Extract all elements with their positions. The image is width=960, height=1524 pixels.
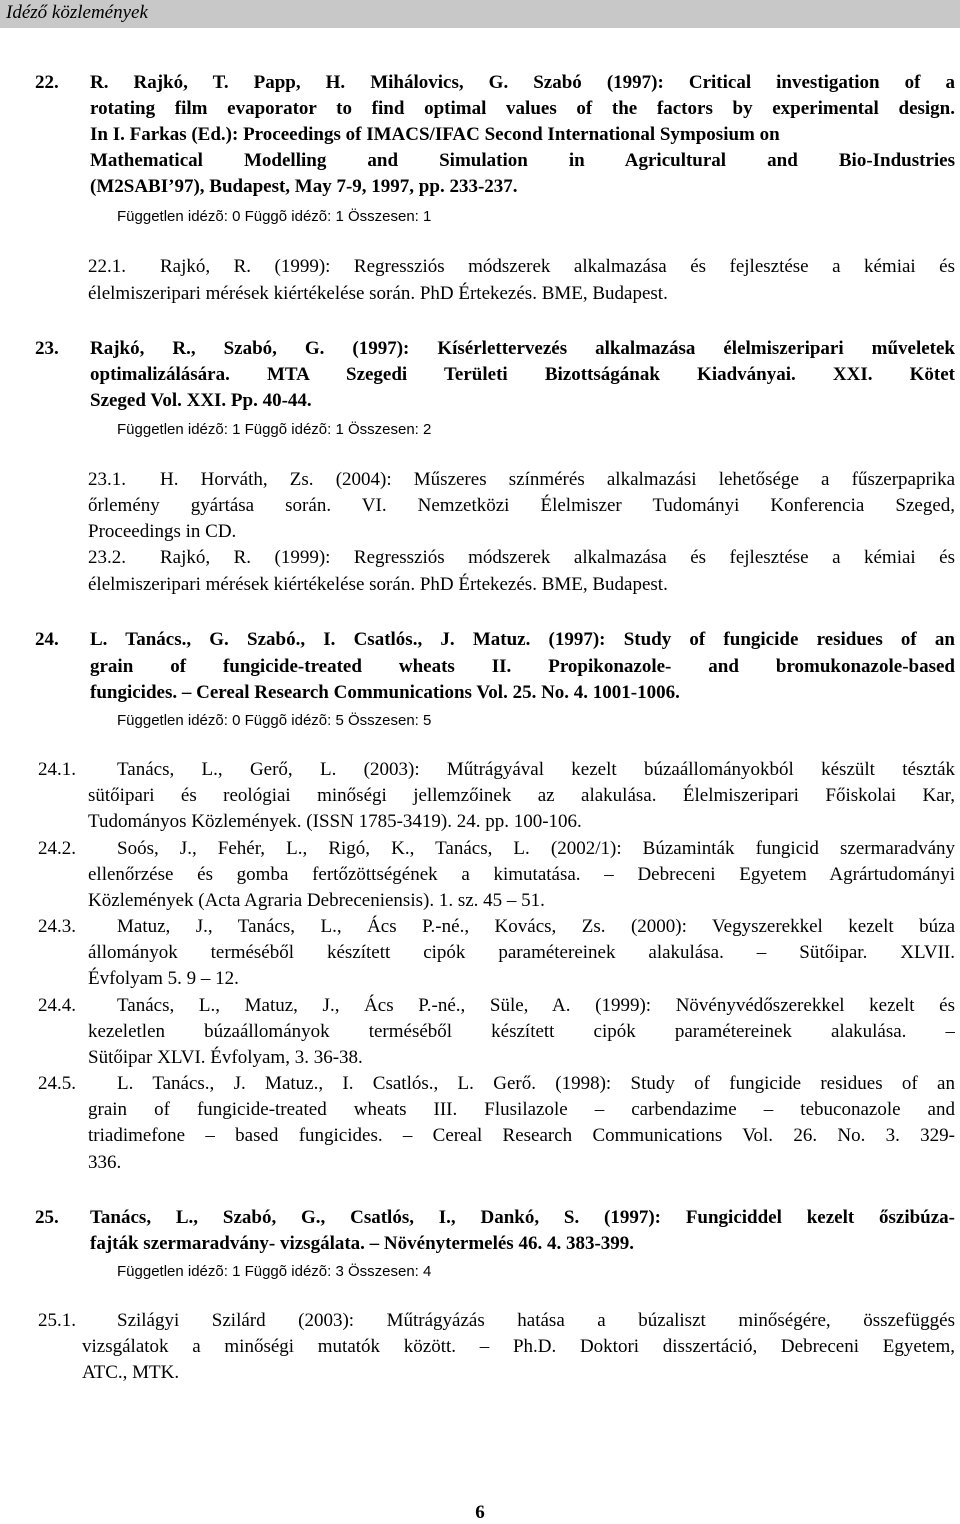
- page-header: [0, 0, 960, 28]
- ref-line: Közlemények (Acta Agraria Debreceniensis). 1. sz. 45 – 51.: [88, 890, 545, 911]
- ref-line: grain of fungicide-treated wheats III. Flusilazole – carbendazime – tebuconazole and: [88, 1099, 955, 1120]
- entry-line-part: ): Proceedings of IMACS/IFAC Second International Symposium on: [225, 124, 780, 145]
- ref-line: H. Horváth, Zs. (2004): Műszeres színmérés alkalmazási lehetősége a fűszerpaprika: [160, 469, 955, 490]
- entry-line: fungicides. – Cereal Research Communications Vol. 25. No. 4. 1001-1006.: [90, 682, 680, 703]
- entry-line: [90, 122, 955, 148]
- ref-line: 336.: [88, 1152, 122, 1173]
- ref-line: triadimefone – based fungicides. – Cereal Research Communications Vol. 26. No. 3. 329-: [88, 1125, 955, 1146]
- entry-line: Mathematical Modelling and Simulation in Agricultural and Bio-Industries: [90, 150, 955, 171]
- entry-line: Szeged Vol. XXI. Pp. 40-44.: [90, 390, 312, 411]
- entry-number: 22.: [35, 72, 59, 93]
- ref-line: élelmiszeripari mérések kiértékelése során. PhD Értekezés. BME, Budapest.: [88, 283, 668, 304]
- entry-line: Tanács, L., Szabó, G., Csatlós, I., Dankó, S. (1997): Fungiciddel kezelt őszibúza-: [90, 1207, 955, 1228]
- ref-line: élelmiszeripari mérések kiértékelése során. PhD Értekezés. BME, Budapest.: [88, 574, 668, 595]
- ref-line: ATC., MTK.: [82, 1362, 180, 1383]
- ref-line: Soós, J., Fehér, L., Rigó, K., Tanács, L. (2002/1): Búzaminták fungicid szermaradvány: [117, 838, 955, 859]
- ref-number: 22.1.: [88, 256, 126, 277]
- ref-line: kezeletlen búzaállományok terméséből készített cipók paramétereinek alakulása. –: [88, 1021, 955, 1042]
- ref-line: Tudományos Közlemények. (ISSN 1785-3419). 24. pp. 100-106.: [88, 811, 582, 832]
- ref-number: 24.1.: [38, 759, 76, 780]
- citation-count: Független idézõ: 0 Függõ idézõ: 5 Összesen: 5: [117, 712, 432, 729]
- entry-number: 24.: [35, 629, 59, 650]
- citation-count: Független idézõ: 1 Függõ idézõ: 1 Összesen: 2: [117, 421, 432, 438]
- ref-line: sütőipari és reológiai minőségi jellemzőinek az alakulása. Élelmiszeripari Főiskolai Kar,: [88, 785, 955, 806]
- ref-line: vizsgálatok a minőségi mutatók között. – Ph.D. Doktori disszertáció, Debreceni Egyetem,: [82, 1336, 955, 1357]
- entry-line: grain of fungicide-treated wheats II. Propikonazole- and bromukonazole-based: [90, 656, 955, 677]
- ref-line: állományok terméséből készített cipók paramétereinek alakulása. – Sütőipar. XLVII.: [88, 942, 955, 963]
- ref-line: Rajkó, R. (1999): Regressziós módszerek alkalmazása és fejlesztése a kémiai és: [160, 256, 955, 277]
- entry-line: Rajkó, R., Szabó, G. (1997): Kísérlettervezés alkalmazása élelmiszeripari műveletek: [90, 338, 955, 359]
- header-title: Idéző közlemények: [6, 2, 148, 23]
- entry-line-part: In I. Farkas (Ed.: [90, 124, 226, 145]
- entry-number: 25.: [35, 1207, 59, 1228]
- ref-line: Tanács, L., Gerő, L. (2003): Műtrágyával kezelt búzaállományokból készült tészták: [117, 759, 955, 780]
- citation-count: Független idézõ: 1 Függõ idézõ: 3 Összesen: 4: [117, 1263, 432, 1280]
- entry-number: 23.: [35, 338, 59, 359]
- page-number: 6: [475, 1502, 485, 1523]
- ref-number: 25.1.: [38, 1310, 76, 1331]
- ref-number: 24.5.: [38, 1073, 76, 1094]
- ref-line: Évfolyam 5. 9 – 12.: [88, 968, 239, 989]
- ref-line: Matuz, J., Tanács, L., Ács P.-né., Kovács, Zs. (2000): Vegyszerekkel kezelt búza: [117, 916, 955, 937]
- entry-line: L. Tanács., G. Szabó., I. Csatlós., J. Matuz. (1997): Study of fungicide residues of an: [90, 629, 955, 650]
- ref-line: Sütőipar XLVI. Évfolyam, 3. 36-38.: [88, 1047, 363, 1068]
- citation-count: Független idézõ: 0 Függõ idézõ: 1 Összesen: 1: [117, 208, 432, 225]
- entry-line: R. Rajkó, T. Papp, H. Mihálovics, G. Szabó (1997): Critical investigation of a: [90, 72, 955, 93]
- ref-line: Szilágyi Szilárd (2003): Műtrágyázás hatása a búzaliszt minőségére, összefüggés: [117, 1310, 955, 1331]
- ref-line: L. Tanács., J. Matuz., I. Csatlós., L. Gerő. (1998): Study of fungicide residues of an: [117, 1073, 955, 1094]
- ref-number: 24.3.: [38, 916, 76, 937]
- ref-number: 24.4.: [38, 995, 76, 1016]
- ref-line: őrlemény gyártása során. VI. Nemzetközi Élelmiszer Tudományi Konferencia Szeged,: [88, 495, 955, 516]
- ref-number: 24.2.: [38, 838, 76, 859]
- ref-line: Rajkó, R. (1999): Regressziós módszerek alkalmazása és fejlesztése a kémiai és: [160, 547, 955, 568]
- entry-line: (M2SABI’97), Budapest, May 7-9, 1997, pp. 233-237.: [90, 176, 518, 197]
- ref-line: ellenőrzése és gomba fertőzöttségének a kimutatása. – Debreceni Egyetem Agrártudományi: [88, 864, 955, 885]
- ref-line: Proceedings in CD.: [88, 521, 237, 542]
- ref-number: 23.2.: [88, 547, 126, 568]
- entry-line: fajták szermaradvány- vizsgálata. – Növénytermelés 46. 4. 383-399.: [90, 1233, 635, 1254]
- entry-line: optimalizálására. MTA Szegedi Területi Bizottságának Kiadványai. XXI. Kötet: [90, 364, 955, 385]
- ref-number: 23.1.: [88, 469, 126, 490]
- ref-line: Tanács, L., Matuz, J., Ács P.-né., Süle, A. (1999): Növényvédőszerekkel kezelt és: [117, 995, 955, 1016]
- entry-line: rotating film evaporator to find optimal values of the factors by experimental design.: [90, 98, 955, 119]
